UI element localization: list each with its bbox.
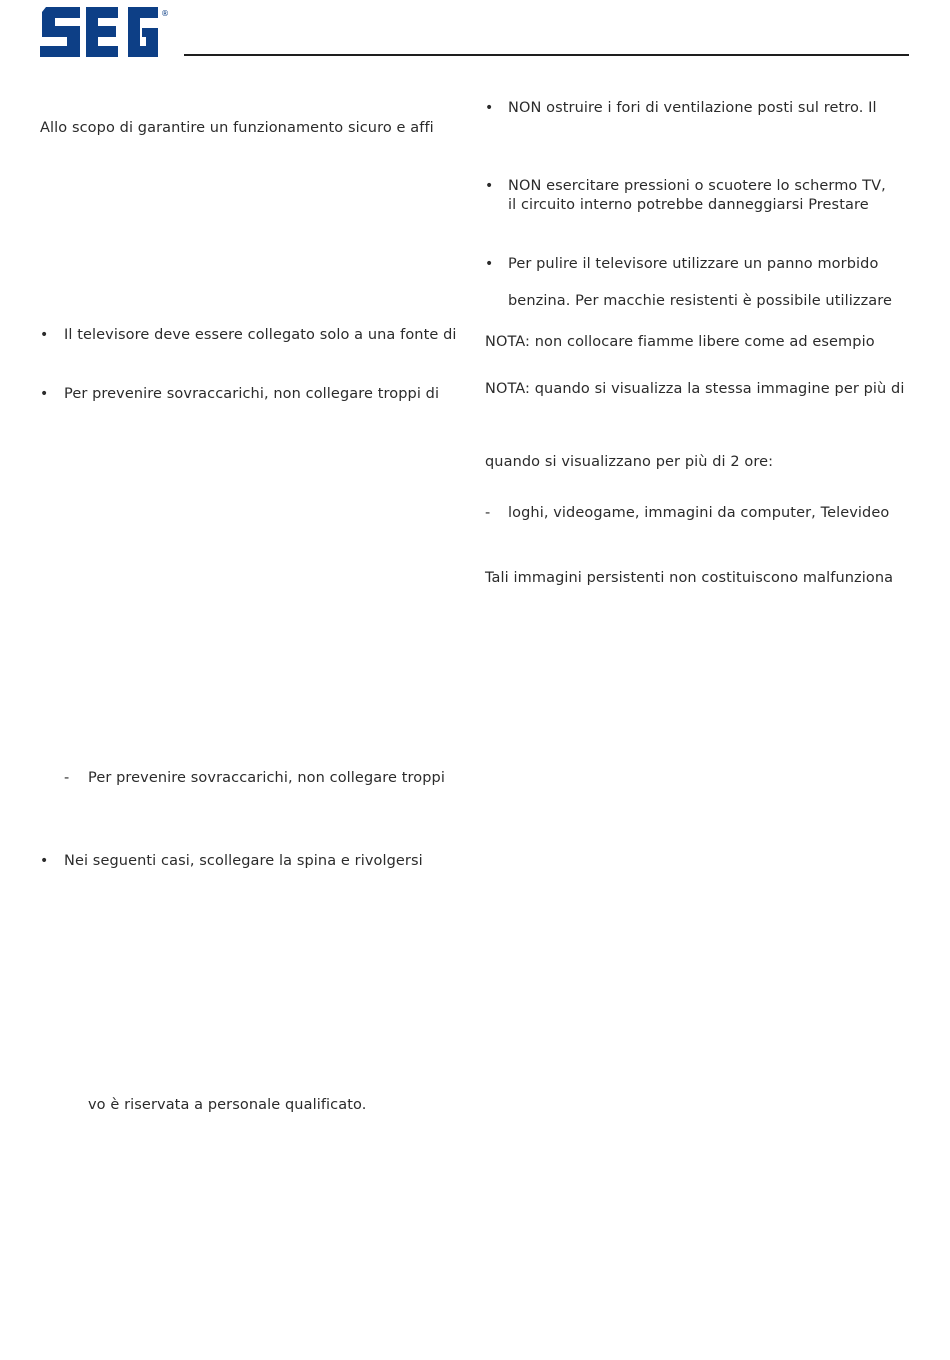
note-open-flame: NOTA: non collocare fiamme libere come ad esempio: [485, 334, 875, 350]
logo-letter-e: [86, 7, 118, 57]
header-rule: [184, 54, 909, 56]
overload-sub-text: Per prevenire sovraccarichi, non collegare troppi: [88, 770, 445, 786]
pressure-text-line-2: il circuito interno potrebbe danneggiarsi Prestare: [508, 197, 869, 213]
logo-letter-g: [128, 7, 158, 57]
bullet-marker: •: [40, 327, 49, 343]
display-hours-text: quando si visualizzano per più di 2 ore:: [485, 454, 774, 470]
bullet-marker: •: [40, 386, 49, 402]
bullet-marker: •: [485, 178, 494, 194]
logo-letter-s: [40, 7, 80, 57]
bullet-marker: •: [485, 100, 494, 116]
persistent-images-text: Tali immagini persistenti non costituiscono malfunziona: [485, 570, 894, 586]
dash-marker: -: [485, 505, 491, 521]
qualified-personnel-text: vo è riservata a personale qualificato.: [88, 1097, 367, 1113]
intro-text: Allo scopo di garantire un funzionamento sicuro e affi: [40, 120, 434, 136]
unplug-text: Nei seguenti casi, scollegare la spina e rivolgersi: [64, 853, 423, 869]
pressure-text-line-1: NON esercitare pressioni o scuotere lo schermo TV,: [508, 178, 886, 194]
seg-logo: [40, 7, 174, 59]
bullet-marker: •: [485, 256, 494, 272]
cleaning-text-line-2: benzina. Per macchie resistenti è possibile utilizzare: [508, 293, 893, 309]
power-source-text: Il televisore deve essere collegato solo a una fonte di: [64, 327, 457, 343]
ventilation-text: NON ostruire i fori di ventilazione posti sul retro. Il: [508, 100, 877, 116]
registered-mark: ®: [161, 9, 169, 18]
dash-marker: -: [64, 770, 70, 786]
overload-text: Per prevenire sovraccarichi, non collegare troppi di: [64, 386, 440, 402]
cleaning-text-line-1: Per pulire il televisore utilizzare un panno morbido: [508, 256, 879, 272]
note-static-image: NOTA: quando si visualizza la stessa immagine per più di: [485, 381, 905, 397]
bullet-marker: •: [40, 853, 49, 869]
static-content-list: loghi, videogame, immagini da computer, Televideo: [508, 505, 890, 521]
